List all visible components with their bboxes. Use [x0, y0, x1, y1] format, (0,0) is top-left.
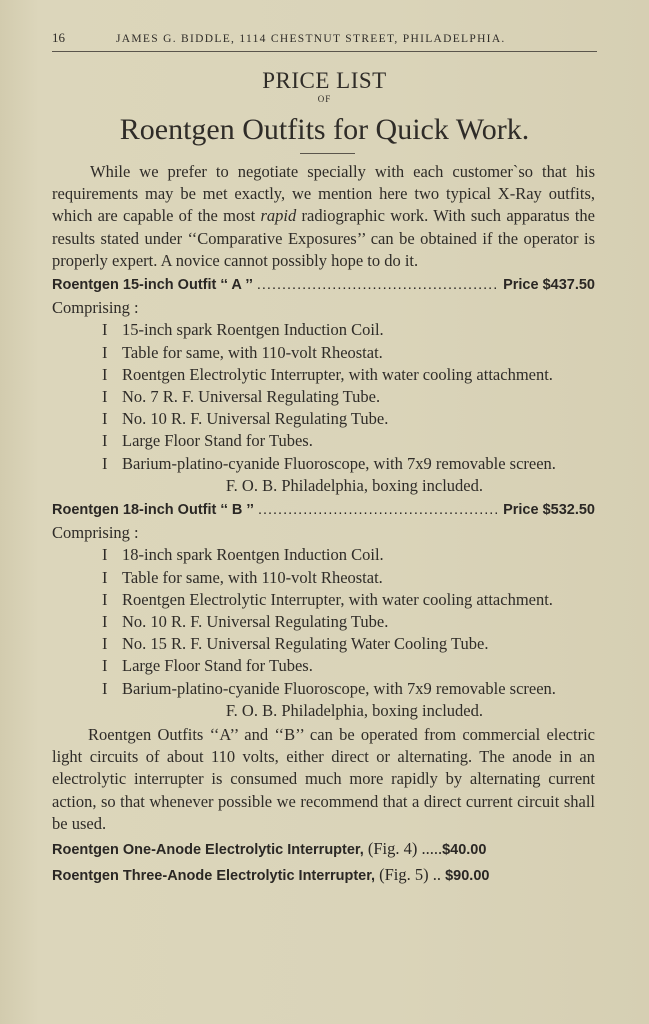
- title-main: Roentgen Outfits for Quick Work.: [119, 113, 530, 146]
- publisher-line: JAMES G. BIDDLE, 1114 CHESTNUT STREET, PHILADELPHIA.: [116, 33, 506, 45]
- outfit-a-price: Price $437.50: [503, 277, 595, 294]
- list-item: I Barium-platino-cyanide Fluoroscope, with 7x9 removable screen.: [102, 678, 556, 698]
- header-rule: [52, 51, 597, 52]
- outfit-b-comprising: Comprising :: [52, 523, 139, 543]
- list-item: I No. 15 R. F. Universal Regulating Water Cooling Tube.: [102, 634, 489, 654]
- title-of: OF: [317, 94, 332, 104]
- current-note-paragraph: Roentgen Outfits ‘‘A’’ and ‘‘B’’ can be operated from commercial electric light circuits of about 110 volts, either direct or alternating. The anode in an electrolytic interrupter is consumed much more rapidly by alternating current action, so that whenever possible we recommend that a direct current circuit shall be used.: [52, 725, 595, 833]
- list-item: I 18-inch spark Roentgen Induction Coil.: [102, 545, 384, 565]
- outfit-a-heading: [52, 274, 595, 296]
- list-item: I No. 7 R. F. Universal Regulating Tube.: [102, 387, 381, 407]
- leader-dots: [257, 274, 499, 296]
- outfit-b-price: Price $532.50: [503, 502, 595, 519]
- list-item: I Roentgen Electrolytic Interrupter, with water cooling attachment.: [102, 364, 553, 384]
- outfit-b-heading: [52, 499, 595, 521]
- interrupter-three-anode: Roentgen Three-Anode Electrolytic Interrupter, (Fig. 5) .. $90.00: [52, 865, 490, 885]
- interrupter-one-anode: Roentgen One-Anode Electrolytic Interrupter, (Fig. 4) .....$40.00: [52, 839, 487, 859]
- list-item: I Large Floor Stand for Tubes.: [102, 656, 313, 676]
- outfit-b-items: [52, 544, 595, 699]
- list-item: I No. 10 R. F. Universal Regulating Tube.: [102, 612, 389, 632]
- list-item: I Table for same, with 110-volt Rheostat.: [102, 567, 383, 587]
- leader-dots: [258, 499, 499, 521]
- list-item: I No. 10 R. F. Universal Regulating Tube.: [102, 409, 389, 429]
- outfit-a-comprising: Comprising :: [52, 298, 139, 318]
- list-item: I Roentgen Electrolytic Interrupter, with water cooling attachment.: [102, 589, 553, 609]
- title-price-list: PRICE LIST: [262, 68, 387, 93]
- page-body: [52, 161, 595, 888]
- list-item: I 15-inch spark Roentgen Induction Coil.: [102, 320, 384, 340]
- outfit-b-name: Roentgen 18-inch Outfit ‘‘ B ’’: [52, 502, 254, 519]
- page-number: 16: [52, 30, 65, 45]
- list-item: I Large Floor Stand for Tubes.: [102, 431, 313, 451]
- outfit-b-fob: F. O. B. Philadelphia, boxing included.: [225, 700, 483, 720]
- list-item: I Table for same, with 110-volt Rheostat.: [102, 342, 383, 362]
- list-item: I Barium-platino-cyanide Fluoroscope, with 7x9 removable screen.: [102, 453, 556, 473]
- emphasis-rapid: rapid: [260, 206, 297, 226]
- outfit-a-items: [52, 319, 595, 474]
- outfit-a-fob: F. O. B. Philadelphia, boxing included.: [225, 475, 483, 495]
- outfit-a-name: Roentgen 15-inch Outfit ‘‘ A ’’: [52, 277, 253, 294]
- title-rule: [300, 153, 355, 154]
- intro-paragraph: While we prefer to negotiate specially with each customer`so that his requirements may be met exactly, we mention here two typical X-Ray outfits, which are capable of the most rapid radiographic work. With such apparatus the results stated under ‘‘Comparative Exposures’’ can be obtained if the operator is properly expert. A novice cannot possibly hope to do it.: [52, 162, 595, 270]
